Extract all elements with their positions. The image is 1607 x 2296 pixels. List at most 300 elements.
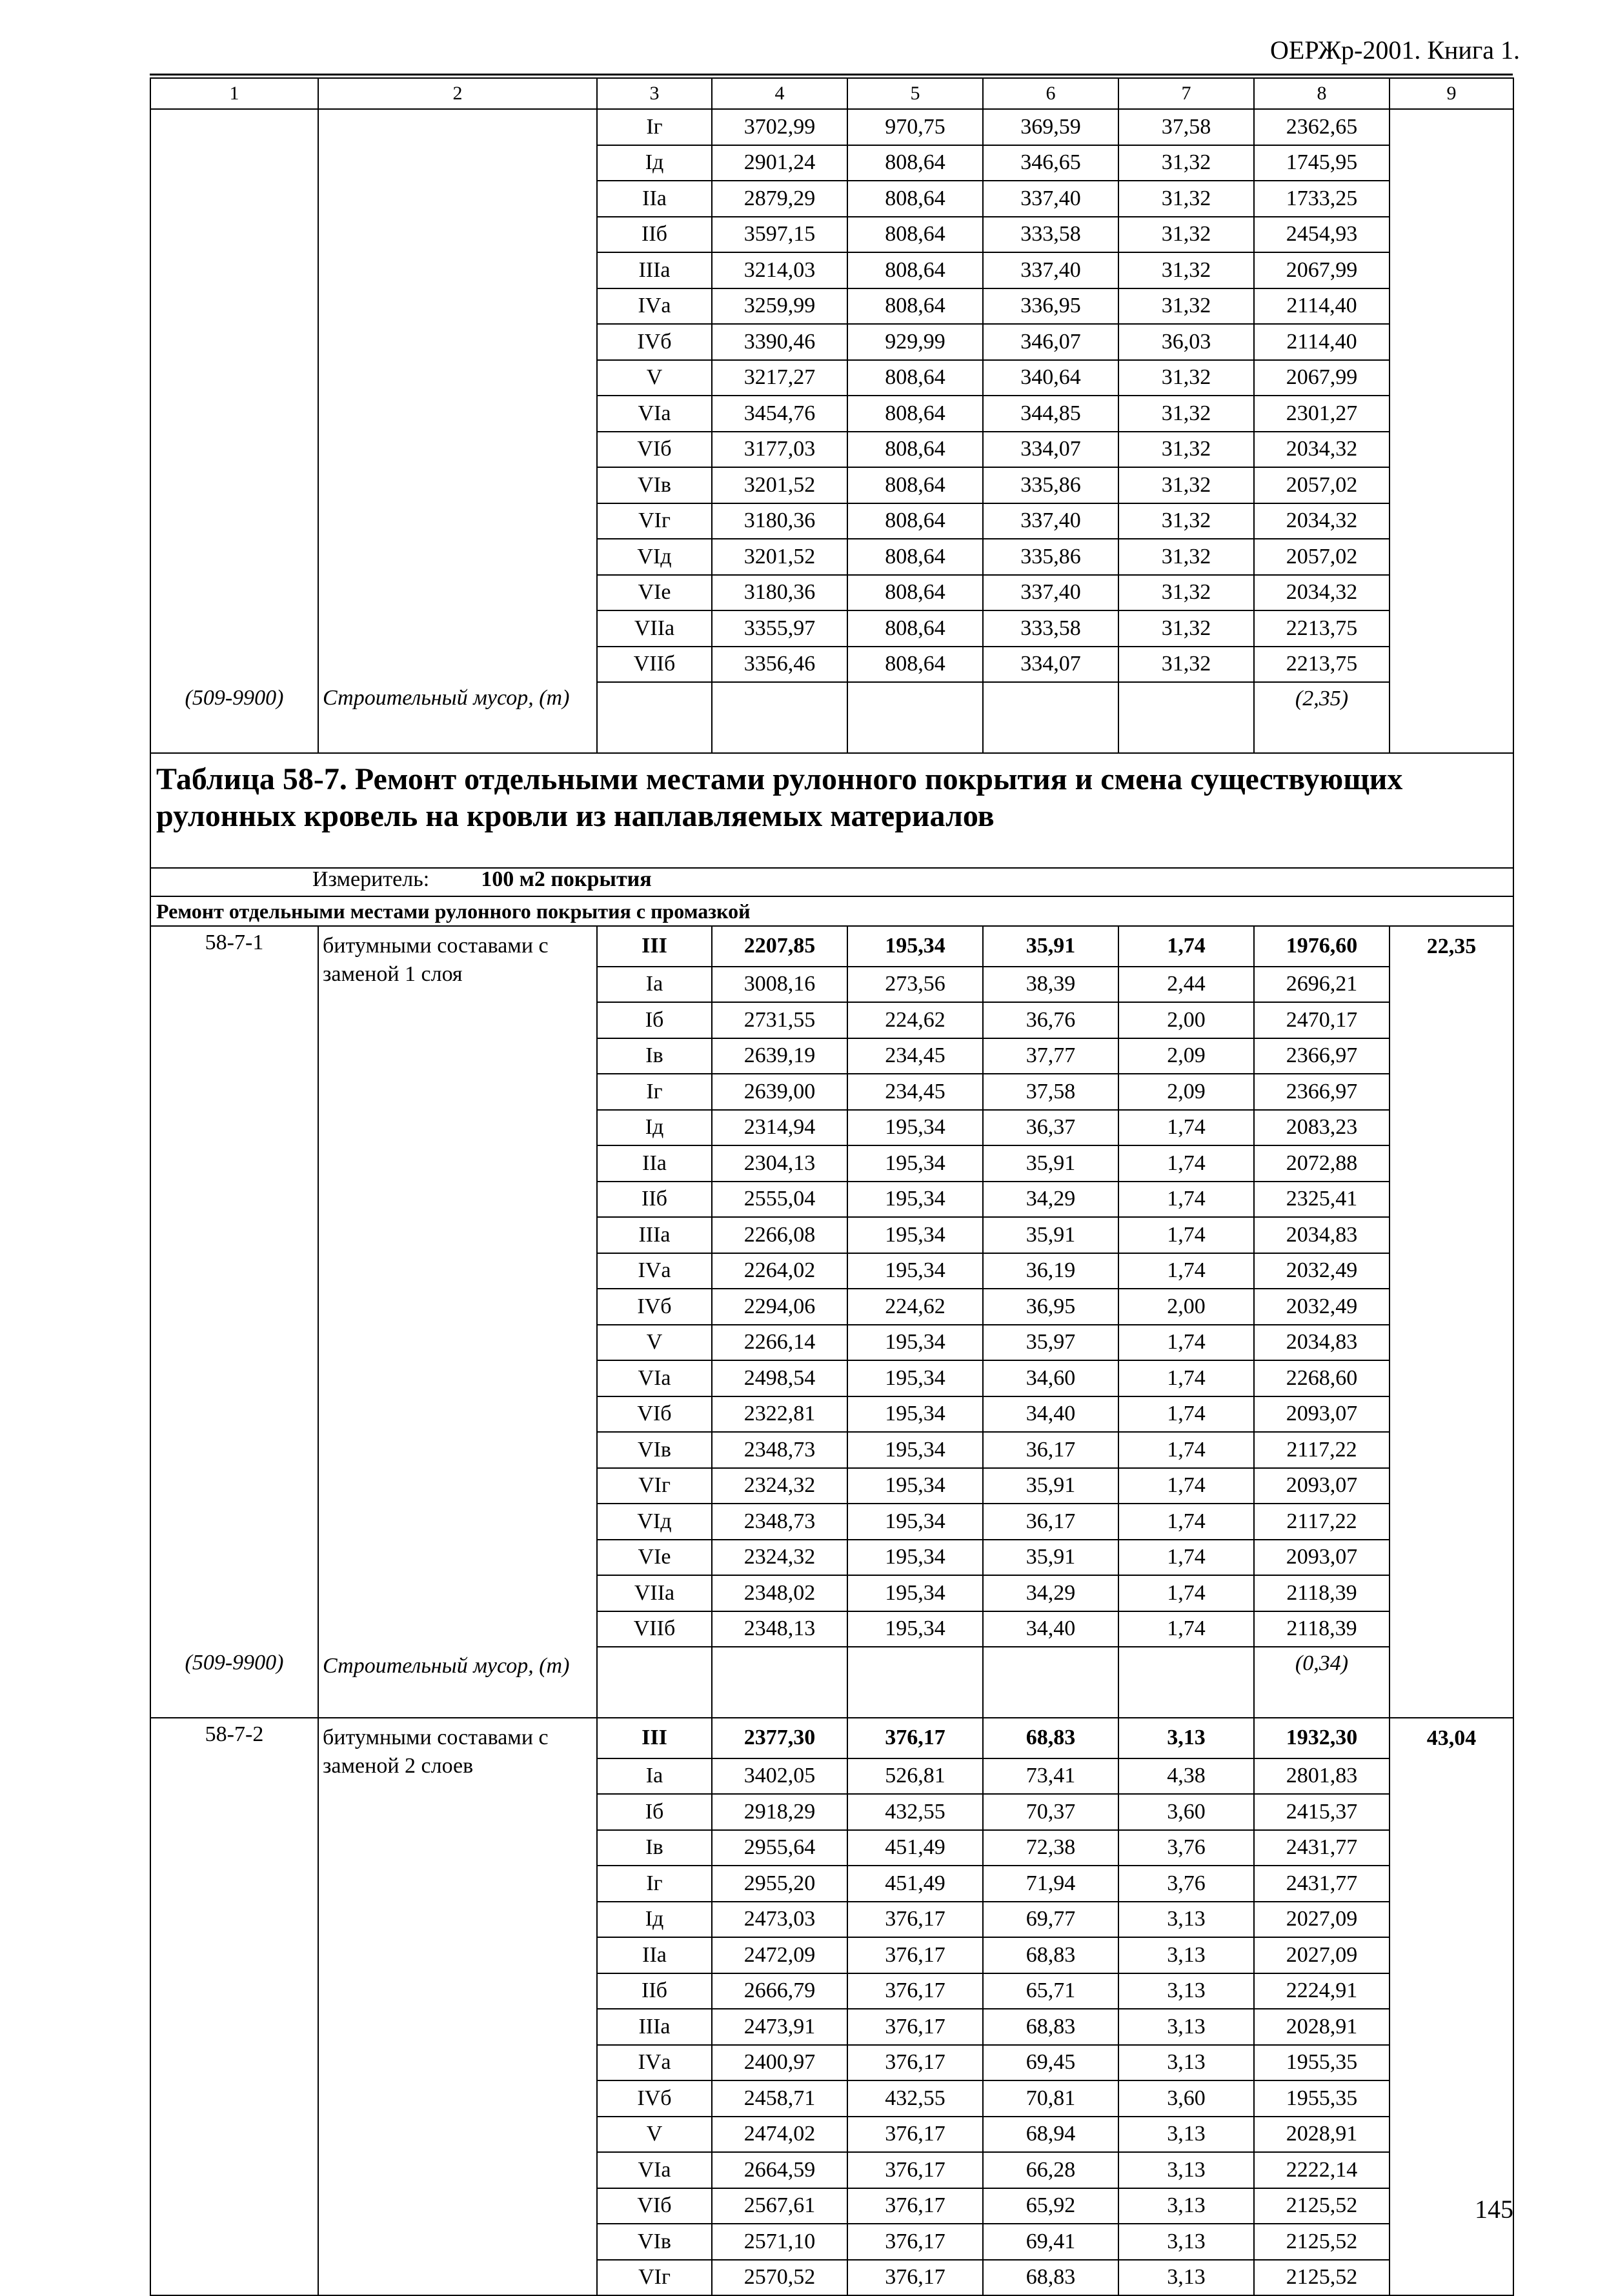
- value-cell: 35,91: [983, 926, 1118, 967]
- waste-value: (0,34): [1254, 1647, 1390, 1718]
- value-cell: 2118,39: [1254, 1611, 1390, 1647]
- value-cell: 195,34: [847, 1396, 983, 1433]
- value-cell: 2067,99: [1254, 252, 1390, 288]
- empty-cell: [847, 1647, 983, 1718]
- code-cell: [150, 575, 318, 611]
- table-row: [150, 2188, 1513, 2224]
- name-cell: [318, 2152, 597, 2188]
- zone-cell: Iб: [597, 1794, 712, 1830]
- name-cell: [318, 324, 597, 360]
- name-cell: [318, 1038, 597, 1074]
- value-cell: 2034,83: [1254, 1325, 1390, 1361]
- meter-label: Измеритель:: [312, 868, 430, 891]
- table-row: [150, 503, 1513, 539]
- value-cell: 2304,13: [712, 1145, 847, 1182]
- price-cell: [1390, 2045, 1513, 2081]
- code-cell: [150, 2188, 318, 2224]
- value-cell: 68,83: [983, 1718, 1118, 1758]
- value-cell: 2498,54: [712, 1360, 847, 1396]
- value-cell: 1955,35: [1254, 2045, 1390, 2081]
- value-cell: 2955,20: [712, 1866, 847, 1902]
- value-cell: 2093,07: [1254, 1468, 1390, 1504]
- value-cell: 2879,29: [712, 181, 847, 217]
- name-cell: [318, 575, 597, 611]
- value-cell: 1,74: [1118, 1540, 1254, 1576]
- code-cell: [150, 181, 318, 217]
- column-number: 3: [597, 78, 712, 109]
- value-cell: 808,64: [847, 252, 983, 288]
- price-cell: [1390, 360, 1513, 396]
- code-cell: [150, 1866, 318, 1902]
- empty-cell: [1390, 682, 1513, 753]
- value-cell: 224,62: [847, 1289, 983, 1325]
- value-cell: 1,74: [1118, 1145, 1254, 1182]
- value-cell: 34,40: [983, 1611, 1118, 1647]
- value-cell: 195,34: [847, 1145, 983, 1182]
- value-cell: 2470,17: [1254, 1002, 1390, 1038]
- value-cell: 31,32: [1118, 503, 1254, 539]
- section-title: Ремонт отдельными местами рулонного покрытия с промазкой: [150, 896, 1513, 926]
- column-number: 8: [1254, 78, 1390, 109]
- value-cell: 2034,32: [1254, 503, 1390, 539]
- table-row: [150, 647, 1513, 683]
- value-cell: 376,17: [847, 2009, 983, 2045]
- value-cell: 808,64: [847, 467, 983, 503]
- value-cell: 2325,41: [1254, 1182, 1390, 1218]
- price-cell: [1390, 109, 1513, 145]
- value-cell: 2,00: [1118, 1002, 1254, 1038]
- value-cell: 36,76: [983, 1002, 1118, 1038]
- value-cell: 195,34: [847, 926, 983, 967]
- value-cell: 337,40: [983, 575, 1118, 611]
- value-cell: 2117,22: [1254, 1432, 1390, 1468]
- value-cell: 2324,32: [712, 1468, 847, 1504]
- code-cell: 58-7-1: [150, 926, 318, 967]
- zone-cell: VIIа: [597, 1575, 712, 1611]
- value-cell: 3,13: [1118, 2152, 1254, 2188]
- price-cell: [1390, 1758, 1513, 1795]
- code-cell: [150, 1432, 318, 1468]
- value-cell: 376,17: [847, 1718, 983, 1758]
- value-cell: 376,17: [847, 2152, 983, 2188]
- value-cell: 3390,46: [712, 324, 847, 360]
- zone-cell: VIIб: [597, 1611, 712, 1647]
- name-cell: [318, 647, 597, 683]
- zone-cell: Iа: [597, 967, 712, 1003]
- value-cell: 2301,27: [1254, 396, 1390, 432]
- value-cell: 1,74: [1118, 1504, 1254, 1540]
- table-row: [150, 1325, 1513, 1361]
- name-cell: [318, 252, 597, 288]
- zone-cell: IIIа: [597, 2009, 712, 2045]
- value-cell: 337,40: [983, 252, 1118, 288]
- value-cell: 2028,91: [1254, 2009, 1390, 2045]
- code-cell: [150, 288, 318, 325]
- value-cell: 195,34: [847, 1182, 983, 1218]
- name-cell: [318, 2080, 597, 2117]
- value-cell: 224,62: [847, 1002, 983, 1038]
- value-cell: 2474,02: [712, 2117, 847, 2153]
- value-cell: 346,65: [983, 145, 1118, 181]
- value-cell: 3,13: [1118, 2224, 1254, 2260]
- zone-cell: VIа: [597, 1360, 712, 1396]
- value-cell: 2083,23: [1254, 1110, 1390, 1146]
- empty-cell: [1118, 682, 1254, 753]
- price-cell: [1390, 1074, 1513, 1110]
- price-cell: [1390, 1866, 1513, 1902]
- value-cell: 451,49: [847, 1866, 983, 1902]
- table-row: [150, 2224, 1513, 2260]
- value-cell: 36,19: [983, 1253, 1118, 1289]
- column-number: 2: [318, 78, 597, 109]
- table-row: [150, 1611, 1513, 1647]
- value-cell: 2664,59: [712, 2152, 847, 2188]
- value-cell: 2801,83: [1254, 1758, 1390, 1795]
- value-cell: 31,32: [1118, 610, 1254, 647]
- zone-cell: Iб: [597, 1002, 712, 1038]
- zone-cell: VIг: [597, 2260, 712, 2296]
- zone-cell: VIIб: [597, 647, 712, 683]
- value-cell: 2268,60: [1254, 1360, 1390, 1396]
- value-cell: 2207,85: [712, 926, 847, 967]
- table-row: [150, 288, 1513, 325]
- price-cell: [1390, 1432, 1513, 1468]
- name-cell: [318, 1718, 597, 1778]
- value-cell: 369,59: [983, 109, 1118, 145]
- code-cell: [150, 1902, 318, 1938]
- value-cell: 1,74: [1118, 1575, 1254, 1611]
- zone-cell: Iв: [597, 1038, 712, 1074]
- value-cell: 68,94: [983, 2117, 1118, 2153]
- price-cell: [1390, 1468, 1513, 1504]
- code-cell: [150, 1110, 318, 1146]
- value-cell: 376,17: [847, 1902, 983, 1938]
- name-cell: [318, 1182, 597, 1218]
- name-cell: [318, 145, 597, 181]
- value-cell: 2027,09: [1254, 1902, 1390, 1938]
- table-row: [150, 1937, 1513, 1973]
- empty-cell: [1390, 1647, 1513, 1718]
- zone-cell: VIе: [597, 1540, 712, 1576]
- value-cell: 2093,07: [1254, 1540, 1390, 1576]
- zone-cell: III: [597, 926, 712, 967]
- table-row: [150, 1504, 1513, 1540]
- value-cell: 35,97: [983, 1325, 1118, 1361]
- zone-cell: VIв: [597, 2224, 712, 2260]
- value-cell: 2366,97: [1254, 1074, 1390, 1110]
- value-cell: 31,32: [1118, 360, 1254, 396]
- value-cell: 234,45: [847, 1074, 983, 1110]
- zone-cell: IIа: [597, 181, 712, 217]
- value-cell: 35,91: [983, 1217, 1118, 1253]
- table-row: [150, 1540, 1513, 1576]
- value-cell: 3402,05: [712, 1758, 847, 1795]
- value-cell: 36,95: [983, 1289, 1118, 1325]
- value-cell: 3454,76: [712, 396, 847, 432]
- value-cell: 3,60: [1118, 2080, 1254, 2117]
- price-cell: [1390, 217, 1513, 253]
- value-cell: 34,60: [983, 1360, 1118, 1396]
- value-cell: 2348,13: [712, 1611, 847, 1647]
- value-cell: 69,41: [983, 2224, 1118, 2260]
- meter-row: [150, 868, 1513, 896]
- value-cell: 2324,32: [712, 1540, 847, 1576]
- value-cell: 1,74: [1118, 1325, 1254, 1361]
- name-cell: [318, 181, 597, 217]
- table-row: [150, 396, 1513, 432]
- table-row: [150, 467, 1513, 503]
- item-name-text: битумными составами с заменой 2 слоев: [323, 1726, 549, 1778]
- name-cell: [318, 1432, 597, 1468]
- zone-cell: Iд: [597, 1902, 712, 1938]
- value-cell: 333,58: [983, 217, 1118, 253]
- value-cell: 195,34: [847, 1468, 983, 1504]
- value-cell: 37,58: [983, 1074, 1118, 1110]
- zone-cell: Iг: [597, 1074, 712, 1110]
- value-cell: 333,58: [983, 610, 1118, 647]
- value-cell: 195,34: [847, 1253, 983, 1289]
- value-cell: 36,17: [983, 1432, 1118, 1468]
- waste-row: [150, 1647, 1513, 1718]
- name-cell: [318, 1074, 597, 1110]
- table-row: [150, 1360, 1513, 1396]
- value-cell: 808,64: [847, 360, 983, 396]
- table-row: [150, 1038, 1513, 1074]
- code-cell: [150, 1325, 318, 1361]
- value-cell: 3,13: [1118, 1902, 1254, 1938]
- value-cell: 970,75: [847, 109, 983, 145]
- zone-cell: IVа: [597, 2045, 712, 2081]
- table-row: [150, 1002, 1513, 1038]
- code-cell: [150, 2152, 318, 2188]
- name-cell: [318, 2117, 597, 2153]
- value-cell: 336,95: [983, 288, 1118, 325]
- price-cell: [1390, 1611, 1513, 1647]
- code-cell: [150, 145, 318, 181]
- zone-cell: IIIа: [597, 1217, 712, 1253]
- value-cell: 37,77: [983, 1038, 1118, 1074]
- value-cell: 432,55: [847, 2080, 983, 2117]
- name-cell: [318, 2188, 597, 2224]
- code-cell: [150, 324, 318, 360]
- code-cell: [150, 432, 318, 468]
- value-cell: 3356,46: [712, 647, 847, 683]
- code-cell: [150, 539, 318, 575]
- value-cell: 2294,06: [712, 1289, 847, 1325]
- value-cell: 195,34: [847, 1325, 983, 1361]
- name-cell: [318, 1396, 597, 1433]
- value-cell: 2314,94: [712, 1110, 847, 1146]
- value-cell: 929,99: [847, 324, 983, 360]
- zone-cell: VIд: [597, 1504, 712, 1540]
- code-cell: [150, 467, 318, 503]
- code-cell: [150, 967, 318, 1003]
- value-cell: 38,39: [983, 967, 1118, 1003]
- table-row: [150, 1575, 1513, 1611]
- value-cell: 31,32: [1118, 145, 1254, 181]
- code-cell: [150, 217, 318, 253]
- value-cell: 3,13: [1118, 2117, 1254, 2153]
- value-cell: 3180,36: [712, 503, 847, 539]
- value-cell: 2118,39: [1254, 1575, 1390, 1611]
- code-cell: [150, 647, 318, 683]
- price-cell: [1390, 467, 1513, 503]
- table-row: [150, 360, 1513, 396]
- value-cell: 2,09: [1118, 1074, 1254, 1110]
- value-cell: 273,56: [847, 967, 983, 1003]
- value-cell: 2034,32: [1254, 575, 1390, 611]
- price-cell: [1390, 1830, 1513, 1866]
- value-cell: 808,64: [847, 575, 983, 611]
- value-cell: 31,32: [1118, 467, 1254, 503]
- code-cell: [150, 1540, 318, 1576]
- table-row: [150, 432, 1513, 468]
- value-cell: 2473,91: [712, 2009, 847, 2045]
- name-cell: [318, 1360, 597, 1396]
- value-cell: 2696,21: [1254, 967, 1390, 1003]
- zone-cell: VIе: [597, 575, 712, 611]
- value-cell: 68,83: [983, 2260, 1118, 2296]
- value-cell: 3,13: [1118, 1718, 1254, 1758]
- value-cell: 36,17: [983, 1504, 1118, 1540]
- price-cell: [1390, 1504, 1513, 1540]
- price-cell: [1390, 1182, 1513, 1218]
- value-cell: 195,34: [847, 1540, 983, 1576]
- meter-cell: [150, 868, 1513, 896]
- name-cell: [318, 1289, 597, 1325]
- column-number: 6: [983, 78, 1118, 109]
- code-cell: [150, 1794, 318, 1830]
- value-cell: 1,74: [1118, 926, 1254, 967]
- value-cell: 3355,97: [712, 610, 847, 647]
- price-cell: [1390, 252, 1513, 288]
- value-cell: 69,45: [983, 2045, 1118, 2081]
- code-cell: [150, 252, 318, 288]
- price-cell: [1390, 967, 1513, 1003]
- page-header: ОЕРЖр-2001. Книга 1.: [1270, 35, 1520, 65]
- table-row: [150, 1973, 1513, 2009]
- value-cell: 2093,07: [1254, 1396, 1390, 1433]
- name-cell: [318, 1002, 597, 1038]
- price-cell: [1390, 2152, 1513, 2188]
- value-cell: 2955,64: [712, 1830, 847, 1866]
- value-cell: 3,76: [1118, 1830, 1254, 1866]
- value-cell: 195,34: [847, 1504, 983, 1540]
- name-cell: [318, 432, 597, 468]
- column-number: 1: [150, 78, 318, 109]
- zone-cell: VIIа: [597, 610, 712, 647]
- value-cell: 2454,93: [1254, 217, 1390, 253]
- price-cell: [1390, 2080, 1513, 2117]
- zone-cell: IIIа: [597, 252, 712, 288]
- waste-value: (2,35): [1254, 682, 1390, 753]
- zone-cell: IIб: [597, 1973, 712, 2009]
- value-cell: 195,34: [847, 1432, 983, 1468]
- value-cell: 2639,19: [712, 1038, 847, 1074]
- price-cell: [1390, 1145, 1513, 1182]
- price-cell: [1390, 1110, 1513, 1146]
- column-number: 5: [847, 78, 983, 109]
- value-cell: 3,13: [1118, 2188, 1254, 2224]
- code-cell: [150, 1038, 318, 1074]
- value-cell: 69,77: [983, 1902, 1118, 1938]
- value-cell: 432,55: [847, 1794, 983, 1830]
- name-cell: [318, 1973, 597, 2009]
- value-cell: 31,32: [1118, 539, 1254, 575]
- name-cell: [318, 396, 597, 432]
- value-cell: 1,74: [1118, 1253, 1254, 1289]
- value-cell: 808,64: [847, 396, 983, 432]
- code-cell: [150, 360, 318, 396]
- value-cell: 1,74: [1118, 1396, 1254, 1433]
- value-cell: 376,17: [847, 2224, 983, 2260]
- value-cell: 376,17: [847, 2117, 983, 2153]
- value-cell: 2666,79: [712, 1973, 847, 2009]
- value-cell: 70,81: [983, 2080, 1118, 2117]
- price-cell: [1390, 1902, 1513, 1938]
- zone-cell: III: [597, 1718, 712, 1758]
- value-cell: 73,41: [983, 1758, 1118, 1795]
- price-cell: [1390, 288, 1513, 325]
- value-cell: 36,37: [983, 1110, 1118, 1146]
- value-cell: 31,32: [1118, 575, 1254, 611]
- code-cell: [150, 2009, 318, 2045]
- price-cell: [1390, 2009, 1513, 2045]
- empty-cell: [983, 682, 1118, 753]
- value-cell: 2472,09: [712, 1937, 847, 1973]
- value-cell: 1932,30: [1254, 1718, 1390, 1758]
- value-cell: 34,40: [983, 1396, 1118, 1433]
- value-cell: 1,74: [1118, 1182, 1254, 1218]
- table-row: [150, 1145, 1513, 1182]
- price-cell: [1390, 1575, 1513, 1611]
- name-cell: [318, 288, 597, 325]
- name-cell: [318, 1468, 597, 1504]
- price-cell: [1390, 396, 1513, 432]
- value-cell: 3,76: [1118, 1866, 1254, 1902]
- zone-cell: Iг: [597, 1866, 712, 1902]
- value-cell: 3597,15: [712, 217, 847, 253]
- value-cell: 2067,99: [1254, 360, 1390, 396]
- zone-cell: IVа: [597, 288, 712, 325]
- value-cell: 2366,97: [1254, 1038, 1390, 1074]
- value-cell: 1976,60: [1254, 926, 1390, 967]
- value-cell: 451,49: [847, 1830, 983, 1866]
- value-cell: 2415,37: [1254, 1794, 1390, 1830]
- header-rule: [150, 74, 1513, 76]
- value-cell: 72,38: [983, 1830, 1118, 1866]
- zone-cell: VIб: [597, 1396, 712, 1433]
- value-cell: 2377,30: [712, 1718, 847, 1758]
- value-cell: 2032,49: [1254, 1289, 1390, 1325]
- value-cell: 195,34: [847, 1360, 983, 1396]
- table-row: [150, 1074, 1513, 1110]
- name-cell: [318, 2224, 597, 2260]
- zone-cell: V: [597, 2117, 712, 2153]
- price-cell: [1390, 1325, 1513, 1361]
- value-cell: 2567,61: [712, 2188, 847, 2224]
- zone-cell: VIб: [597, 432, 712, 468]
- name-cell: [318, 1902, 597, 1938]
- value-cell: 376,17: [847, 2045, 983, 2081]
- value-cell: 376,17: [847, 1973, 983, 2009]
- value-cell: 68,83: [983, 2009, 1118, 2045]
- value-cell: 31,32: [1118, 396, 1254, 432]
- value-cell: 2114,40: [1254, 324, 1390, 360]
- price-cell: [1390, 575, 1513, 611]
- table-row: [150, 1718, 1513, 1758]
- table-row: [150, 539, 1513, 575]
